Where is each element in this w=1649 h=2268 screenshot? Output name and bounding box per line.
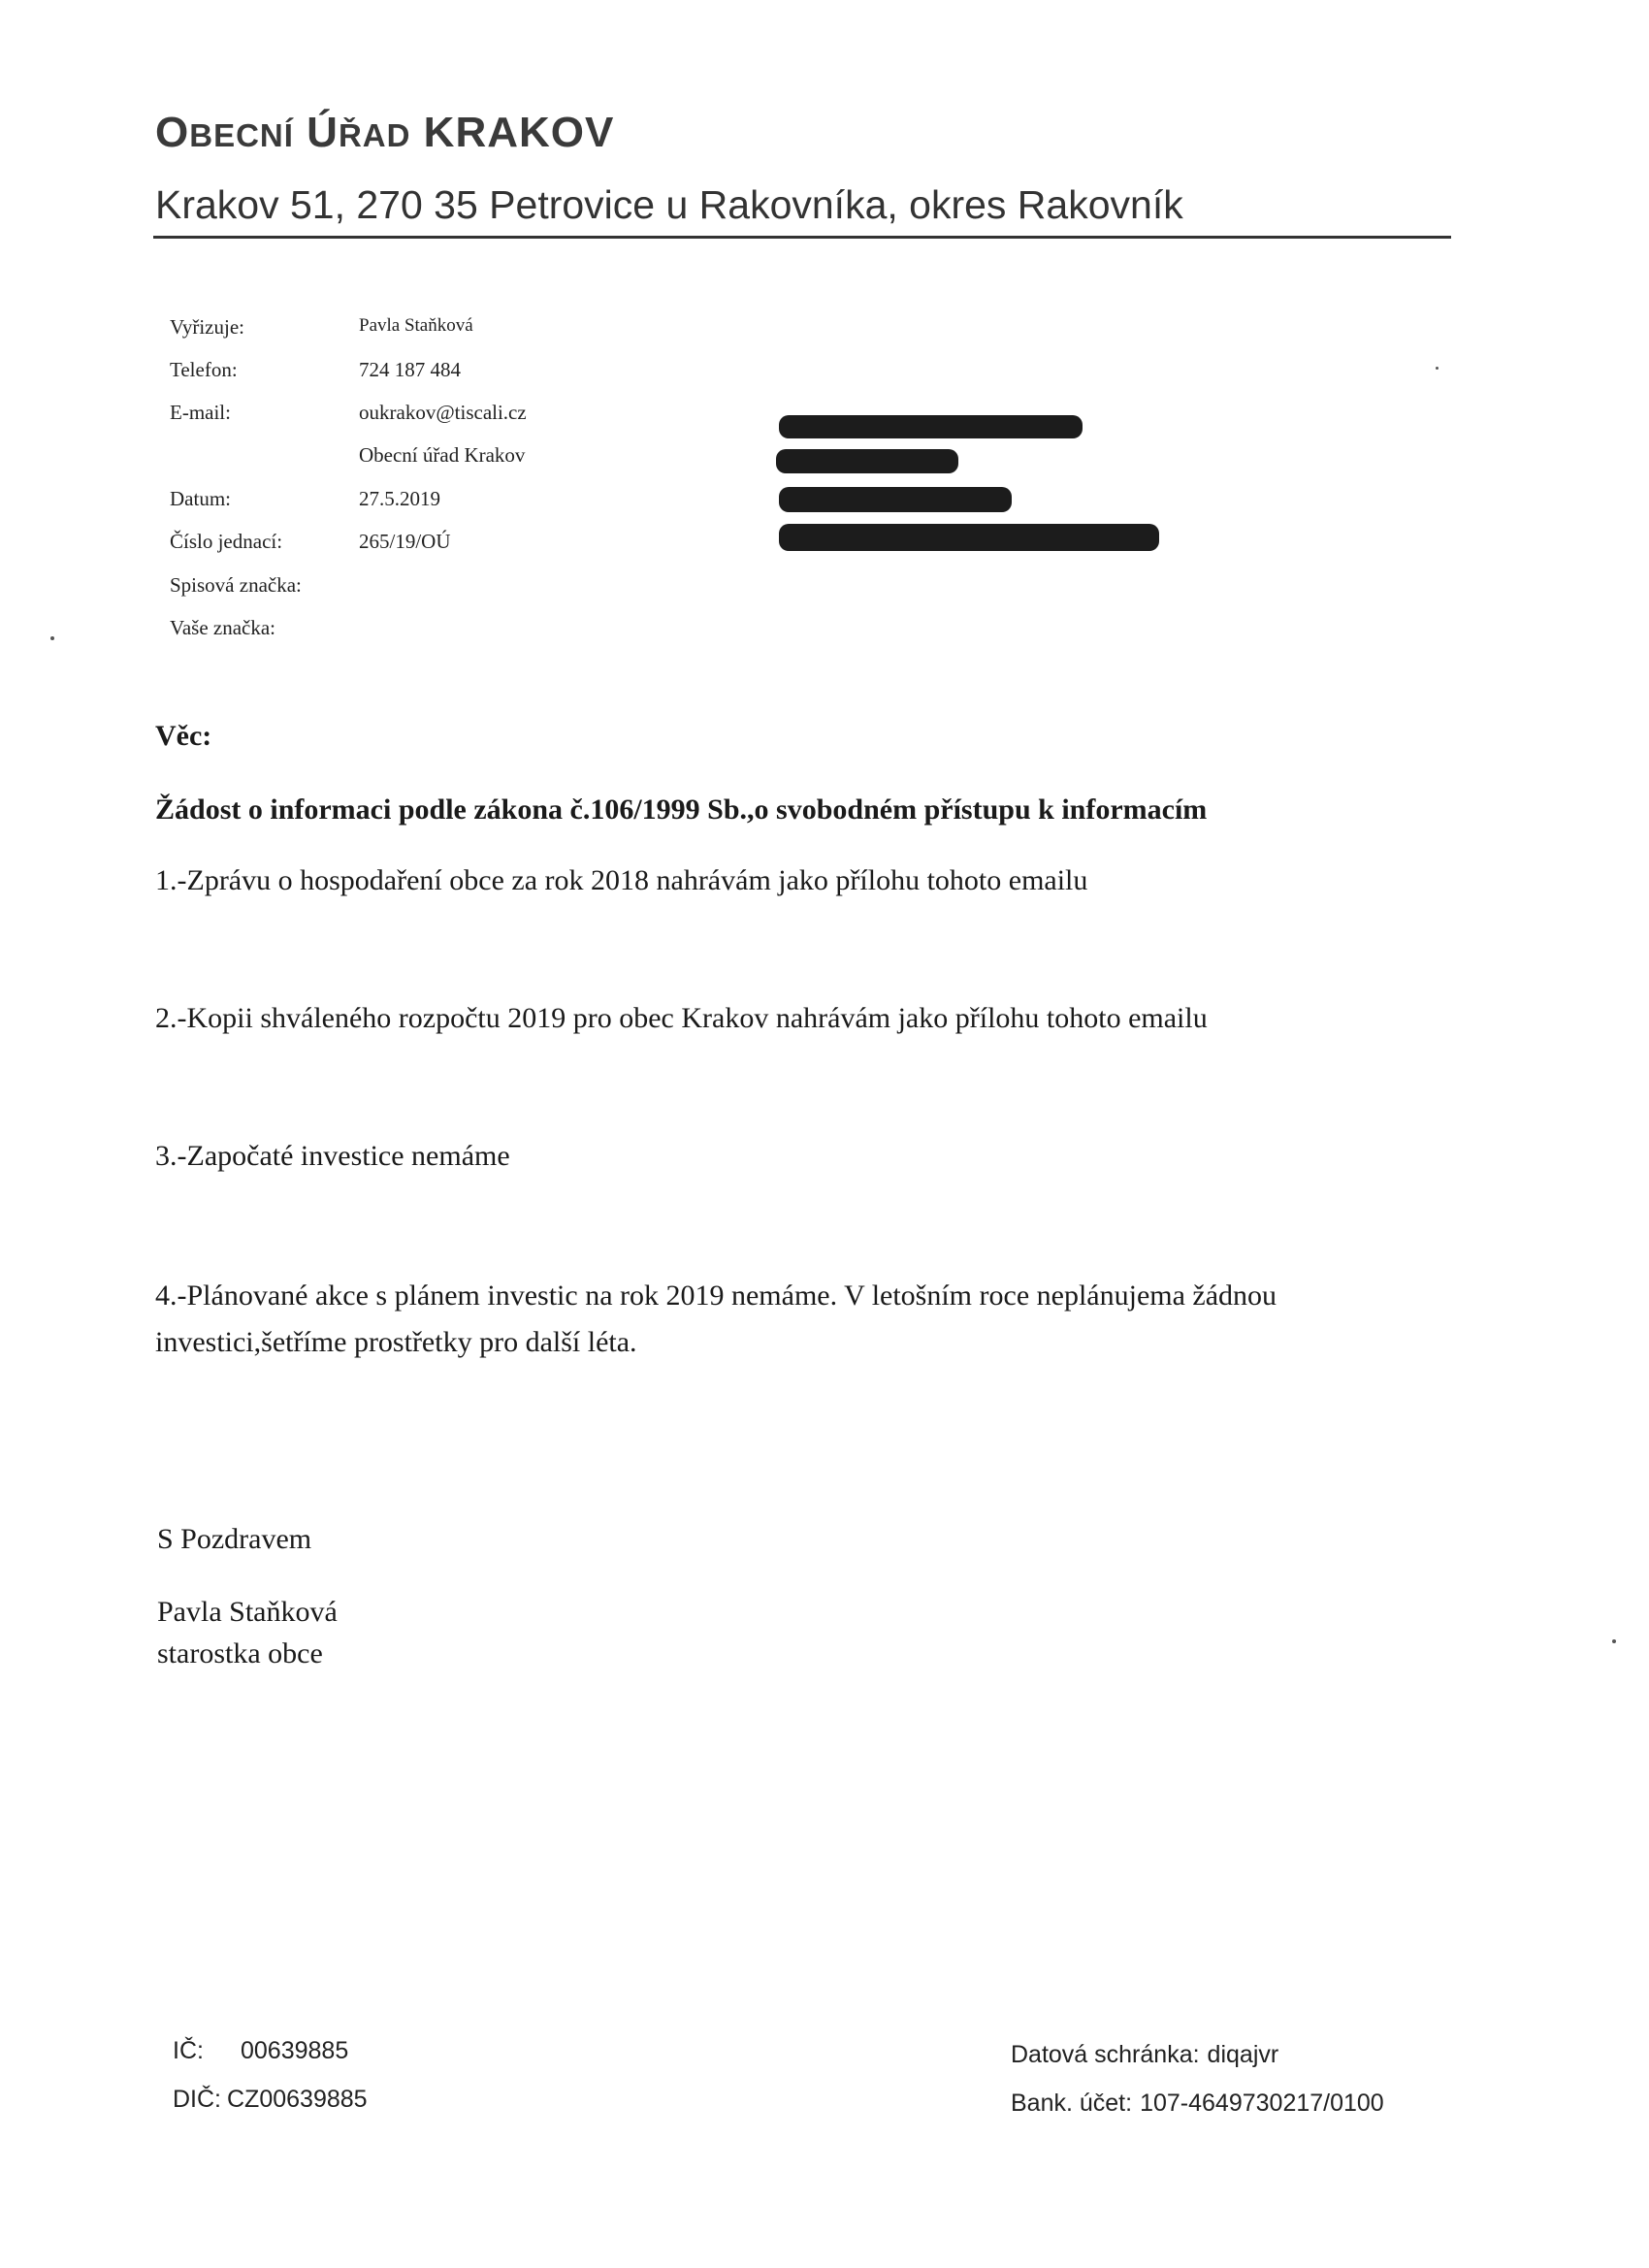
email-value-line2: Obecní úřad Krakov [359,443,526,467]
footer-ic [173,2037,348,2065]
redaction-bar [779,487,1012,512]
signatory-name: Pavla Staňková [157,1596,338,1628]
file-mark-label: Spisová značka: [170,573,302,597]
bank-value: 107-4649730217/0100 [1140,2090,1384,2117]
office-address: Krakov 51, 270 35 Petrovice u Rakovníka, okres Rakovník [155,182,1183,227]
phone-value: 724 187 484 [359,358,461,381]
redaction-bar [779,524,1159,551]
dic-value: CZ00639885 [227,2086,368,2113]
scan-speck [50,636,54,640]
list-item: 4.-Plánované akce s plánem investic na rok 2019 nemáme. V letošním roce neplánujema žádnou investici,šetříme prostřetky pro další léta. [155,1280,1277,1358]
databox-value: diqajvr [1207,2041,1279,2068]
closing-greeting: S Pozdravem [157,1523,312,1555]
redaction-bar [779,415,1083,438]
email-label: E-mail: [170,401,231,424]
ic-label: IČ: [173,2037,204,2064]
date-label: Datum: [170,487,231,510]
bank-label: Bank. účet: [1011,2090,1133,2117]
email-value: oukrakov@tiscali.cz [359,401,527,424]
scan-speck [1436,367,1439,370]
office-title: OBECNÍ ÚŘAD KRAKOV [155,109,615,156]
your-mark-label: Vaše značka: [170,616,276,639]
signatory-role: starostka obce [157,1637,323,1669]
list-item: 2.-Kopii shváleného rozpočtu 2019 pro obec Krakov nahrávám jako přílohu tohoto emailu [155,1002,1208,1034]
handled-by-value: Pavla Staňková [359,315,473,336]
phone-label: Telefon: [170,358,238,381]
header-divider [153,236,1451,239]
footer-bank [1011,2090,1384,2118]
dic-label: DIČ: [173,2086,221,2113]
handled-by-label: Vyřizuje: [170,315,244,339]
scan-speck [1612,1639,1616,1643]
subject-label: Věc: [155,720,212,752]
ic-value: 00639885 [241,2037,349,2064]
subject-text: Žádost o informaci podle zákona č.106/1999 Sb.,o svobodném přístupu k informacím [155,794,1208,826]
list-item: 3.-Započaté investice nemáme [155,1140,510,1172]
redaction-bar [776,449,958,473]
date-value: 27.5.2019 [359,487,440,510]
ref-number-value: 265/19/OÚ [359,530,451,553]
ref-number-label: Číslo jednací: [170,530,283,553]
footer-dic [173,2086,368,2114]
list-item: 1.-Zprávu o hospodaření obce za rok 2018 nahrávám jako přílohu tohoto emailu [155,864,1088,896]
footer-databox [1011,2041,1278,2069]
databox-label: Datová schránka: [1011,2041,1200,2068]
